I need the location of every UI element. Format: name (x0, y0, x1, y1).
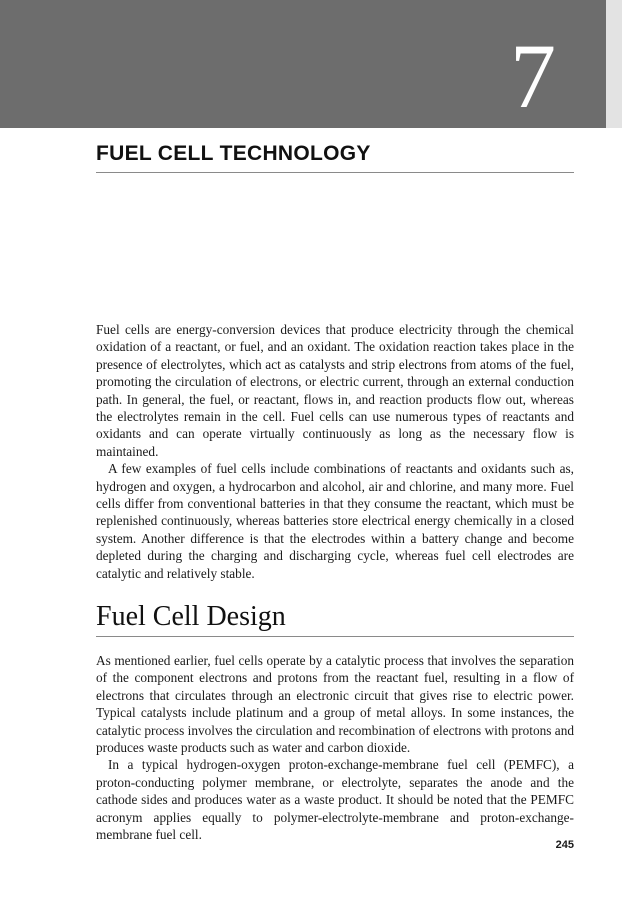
header-edge-tab (606, 0, 622, 128)
section-paragraph-1: As mentioned earlier, fuel cells operate by a catalytic process that involves the separation of the component electrons and protons from the reactant fuel, resulting in a flow of electrons that circulates through an electronic circuit that gives rise to electric power. Typical catalysts include platinum and a group of metal alloys. In some instances, the catalytic process involves the circulation and recombination of electrons with protons and produces waste products such as water and carbon dioxide. (96, 653, 574, 756)
section-divider (96, 636, 574, 637)
page-number: 245 (555, 839, 574, 851)
section-text (96, 652, 574, 843)
section-paragraph-2: In a typical hydrogen-oxygen proton-exchange-membrane fuel cell (PEMFC), a proton-conducting polymer membrane, or electrolyte, separates the anode and the cathode sides and produces water as a waste product. It should be noted that the PEMFC acronym applies equally to polymer-electrolyte-membrane and proton-exchange-membrane fuel cell. (96, 757, 574, 843)
intro-text (96, 321, 574, 582)
chapter-header-band (0, 0, 606, 128)
section-heading: Fuel Cell Design (96, 601, 286, 632)
title-divider (96, 172, 574, 173)
chapter-number: 7 (510, 25, 556, 127)
intro-paragraph-2: A few examples of fuel cells include combinations of reactants and oxidants such as, hydrogen and oxygen, a hydrocarbon and alcohol, air and chlorine, and many more. Fuel cells differ from conventional batteries in that they consume the reactant, which must be replenished continuously, whereas batteries store electrical energy chemically in a closed system. Another difference is that the electrodes within a battery change and become depleted during the charging and discharging cycle, whereas fuel cell electrodes are catalytic and relatively stable. (96, 461, 574, 581)
intro-paragraph-1: Fuel cells are energy-conversion devices that produce electricity through the chemical oxidation of a reactant, or fuel, and an oxidant. The oxidation reaction takes place in the presence of electrolytes, which act as catalysts and strip electrons from atoms of the fuel, promoting the circulation of electrons, or electric current, through an external conduction path. In general, the fuel, or reactant, flows in, and reaction products flow out, whereas the electrolytes remain in the cell. Fuel cells can use numerous types of reactants and oxidants and can operate virtually continuously as long as the necessary flow is maintained. (96, 322, 574, 459)
chapter-title: FUEL CELL TECHNOLOGY (96, 142, 371, 165)
